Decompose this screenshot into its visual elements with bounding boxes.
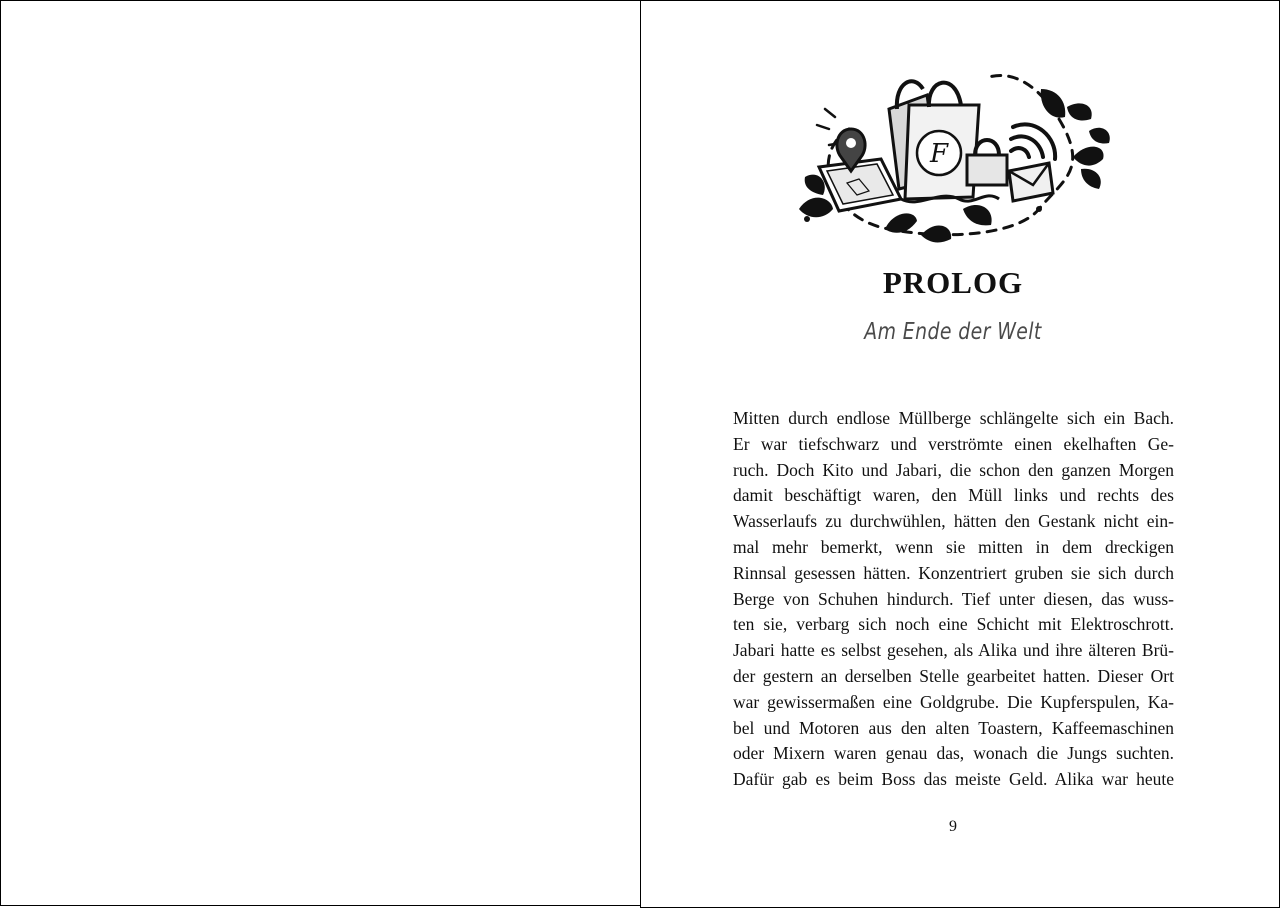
chapter-illustration	[789, 59, 1117, 251]
body-line: Jabari hatte es selbst gesehen, als Alika und ihre älteren Brü-	[733, 640, 1174, 661]
body-line: bel und Motoren aus den alten Toastern, Kaffeemaschinen	[733, 717, 1174, 738]
envelope-icon	[1009, 163, 1053, 201]
body-line: mal mehr bemerkt, wenn sie mitten in dem dreckigen	[733, 536, 1174, 557]
left-page	[0, 0, 641, 906]
smartphone-icon	[819, 159, 901, 211]
body-text	[733, 406, 1174, 793]
body-line: ruch. Doch Kito und Jabari, die schon den ganzen Morgen	[733, 459, 1174, 480]
body-line: der gestern an derselben Stelle gearbeitet hatten. Dieser Ort	[733, 665, 1174, 686]
body-line: ten sie, verbarg sich noch eine Schicht mit Elektroschrott.	[733, 614, 1174, 635]
body-line: war gewissermaßen eine Goldgrube. Die Kupferspulen, Ka-	[733, 691, 1174, 712]
right-page	[640, 0, 1280, 908]
body-line: Berge von Schuhen hindurch. Tief unter diesen, das wuss-	[733, 588, 1174, 609]
body-line: Rinnsal gesessen hätten. Konzentriert gruben sie sich durch	[733, 562, 1174, 583]
page-number: 9	[949, 818, 957, 835]
body-line: Er war tiefschwarz und verströmte einen ekelhaften Ge-	[733, 433, 1174, 454]
body-line: oder Mixern waren genau das, wonach die Jungs suchten.	[733, 743, 1174, 764]
chapter-title: PROLOG	[882, 265, 1024, 300]
body-line: damit beschäftigt waren, den Müll links und rechts des	[733, 485, 1174, 506]
body-line: Mitten durch endlose Müllberge schlängelte sich ein Bach.	[733, 408, 1174, 428]
body-line: Wasserlaufs zu durchwühlen, hätten den Gestank nicht ein-	[733, 511, 1174, 532]
wifi-icon	[1011, 124, 1055, 159]
chapter-subtitle: Am Ende der Welt	[864, 319, 1042, 345]
body-line: Dafür gab es beim Boss das meiste Geld. Alika war heute	[733, 769, 1174, 790]
logo-letter: F	[929, 139, 949, 169]
